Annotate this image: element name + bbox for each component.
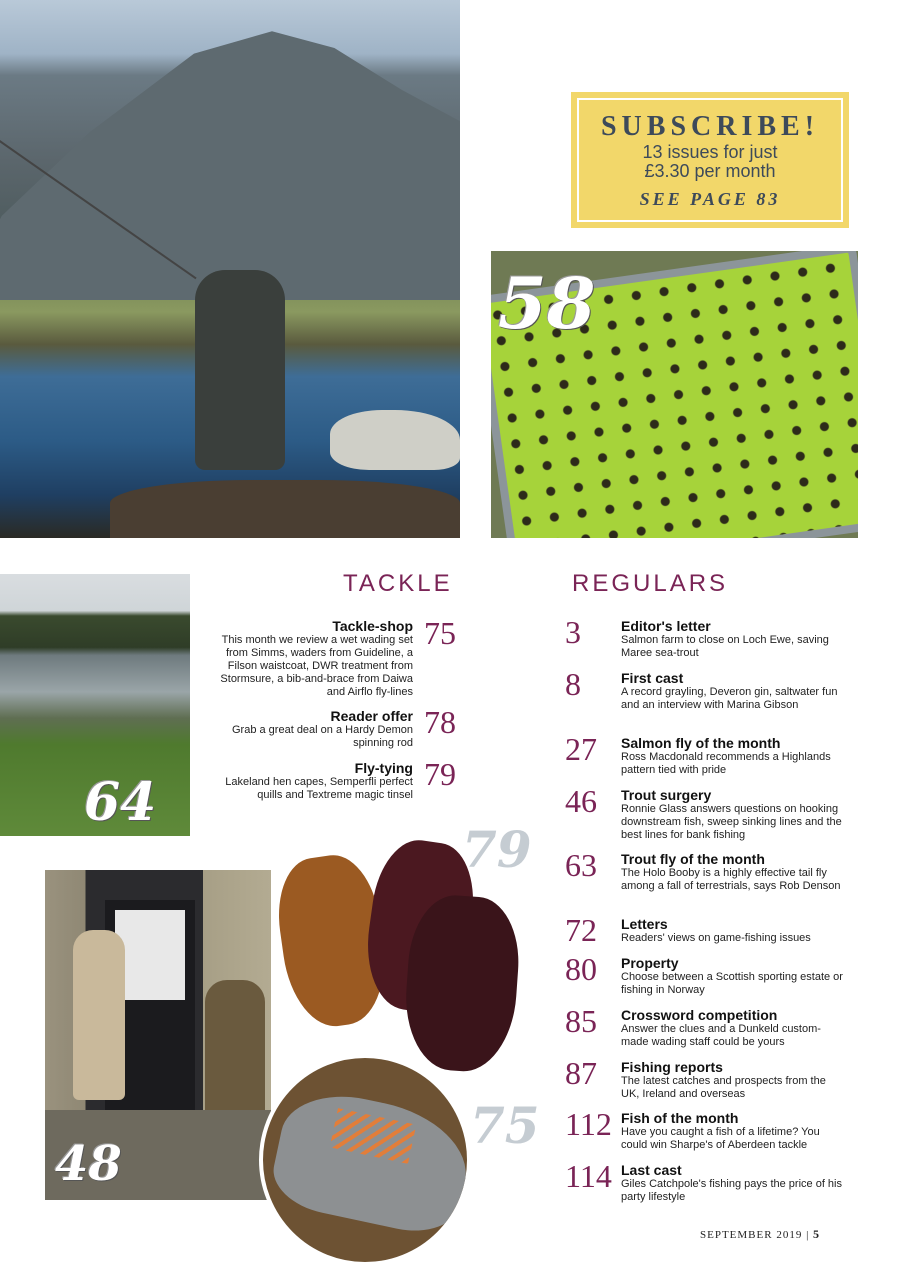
regular-item-desc: The Holo Booby is a highly effective tail fly among a fall of terrestrials, says Rob Denson: [621, 867, 841, 892]
regular-item[interactable]: [621, 1059, 846, 1101]
tackle-item[interactable]: [208, 708, 413, 750]
subscribe-see-page: SEE PAGE 83: [639, 189, 781, 209]
regular-item-page: 85: [565, 1003, 597, 1039]
flybox-page-number: 58: [498, 262, 596, 345]
regular-item-page: 3: [565, 614, 581, 650]
subscribe-offer-line2: £3.30 per month: [644, 161, 776, 181]
page-footer: [700, 1227, 820, 1242]
issue-date: SEPTEMBER 2019: [700, 1229, 803, 1241]
tackle-item-desc: Grab a great deal on a Hardy Demon spinning rod: [232, 724, 413, 749]
regular-item-page: 87: [565, 1055, 597, 1091]
regular-item[interactable]: [621, 1007, 846, 1049]
regular-item-page: 114: [565, 1158, 612, 1194]
feathers-page-number: 79: [462, 820, 532, 879]
regular-item[interactable]: [621, 1110, 846, 1152]
regular-item-title: First cast: [621, 670, 684, 686]
boot-page-number: 75: [470, 1096, 540, 1155]
loch-page-number: 64: [84, 772, 157, 833]
regular-item[interactable]: [621, 916, 846, 945]
regular-item-title: Trout fly of the month: [621, 851, 765, 867]
men-page-number: 48: [55, 1136, 122, 1192]
regular-item-title: Fishing reports: [621, 1059, 723, 1075]
regular-item[interactable]: [621, 618, 846, 660]
tackle-item[interactable]: [208, 760, 413, 802]
regular-item-desc: A record grayling, Deveron gin, saltwater fun and an interview with Marina Gibson: [621, 686, 838, 711]
tackle-item-page: 79: [424, 756, 456, 792]
subscribe-box[interactable]: [571, 92, 849, 228]
regular-item-desc: Readers' views on game-fishing issues: [621, 932, 811, 944]
regular-item-title: Trout surgery: [621, 787, 712, 803]
regular-item-desc: Giles Catchpole's fishing pays the price of his party lifestyle: [621, 1178, 842, 1203]
regular-item-desc: The latest catches and prospects from the UK, Ireland and overseas: [621, 1075, 826, 1100]
boot-photo: [259, 1054, 471, 1266]
regular-item-title: Editor's letter: [621, 618, 711, 634]
regular-item-desc: Answer the clues and a Dunkeld custom-made wading staff could be yours: [621, 1023, 821, 1048]
regular-item-page: 80: [565, 951, 597, 987]
tackle-item-title: Fly-tying: [354, 760, 413, 776]
page-number: 5: [813, 1227, 821, 1241]
footer-separator: |: [806, 1229, 810, 1241]
tackle-item[interactable]: [208, 618, 413, 699]
regular-item-desc: Ross Macdonald recommends a Highlands pattern tied with pride: [621, 751, 831, 776]
regular-item-page: 46: [565, 783, 597, 819]
tackle-item-desc: This month we review a wet wading set from Simms, waders from Guideline, a Filson waistcoat, DWR treatment from Stormsure, a bib-and-brace from Daiwa and Airflo fly-lines: [220, 634, 413, 698]
tackle-item-desc: Lakeland hen capes, Semperfli perfect quills and Textreme magic tinsel: [225, 776, 413, 801]
tackle-item-title: Tackle-shop: [332, 618, 413, 634]
regular-item-page: 63: [565, 847, 597, 883]
regular-item[interactable]: [621, 955, 846, 997]
tackle-item-page: 78: [424, 704, 456, 740]
regular-item[interactable]: [621, 1162, 846, 1204]
regular-item-page: 8: [565, 666, 581, 702]
regular-item-title: Last cast: [621, 1162, 682, 1178]
regular-item-page: 27: [565, 731, 597, 767]
regular-item[interactable]: [621, 787, 846, 842]
regular-item[interactable]: [621, 735, 846, 777]
regular-item-desc: Salmon farm to close on Loch Ewe, saving Maree sea-trout: [621, 634, 829, 659]
regular-item-title: Salmon fly of the month: [621, 735, 781, 751]
regular-item[interactable]: [621, 670, 846, 712]
tackle-item-title: Reader offer: [330, 708, 413, 724]
subscribe-title: SUBSCRIBE!: [600, 111, 820, 142]
regular-item-desc: Ronnie Glass answers questions on hooking downstream fish, sweep sinking lines and the best lines for bank fishing: [621, 803, 842, 841]
regular-item-desc: Have you caught a fish of a lifetime? You could win Sharpe's of Aberdeen tackle: [621, 1126, 820, 1151]
regular-item[interactable]: [621, 851, 846, 893]
fisherman-photo: [0, 0, 460, 538]
subscribe-offer-line1: 13 issues for just: [642, 142, 778, 162]
regular-item-title: Fish of the month: [621, 1110, 739, 1126]
regular-item-title: Letters: [621, 916, 668, 932]
regular-item-title: Crossword competition: [621, 1007, 778, 1023]
tackle-heading: TACKLE: [343, 570, 453, 597]
regular-item-page: 112: [565, 1106, 612, 1142]
regular-item-page: 72: [565, 912, 597, 948]
regular-item-desc: Choose between a Scottish sporting estate or fishing in Norway: [621, 971, 843, 996]
regulars-heading: REGULARS: [572, 570, 729, 597]
tackle-item-page: 75: [424, 615, 456, 651]
regular-item-title: Property: [621, 955, 679, 971]
